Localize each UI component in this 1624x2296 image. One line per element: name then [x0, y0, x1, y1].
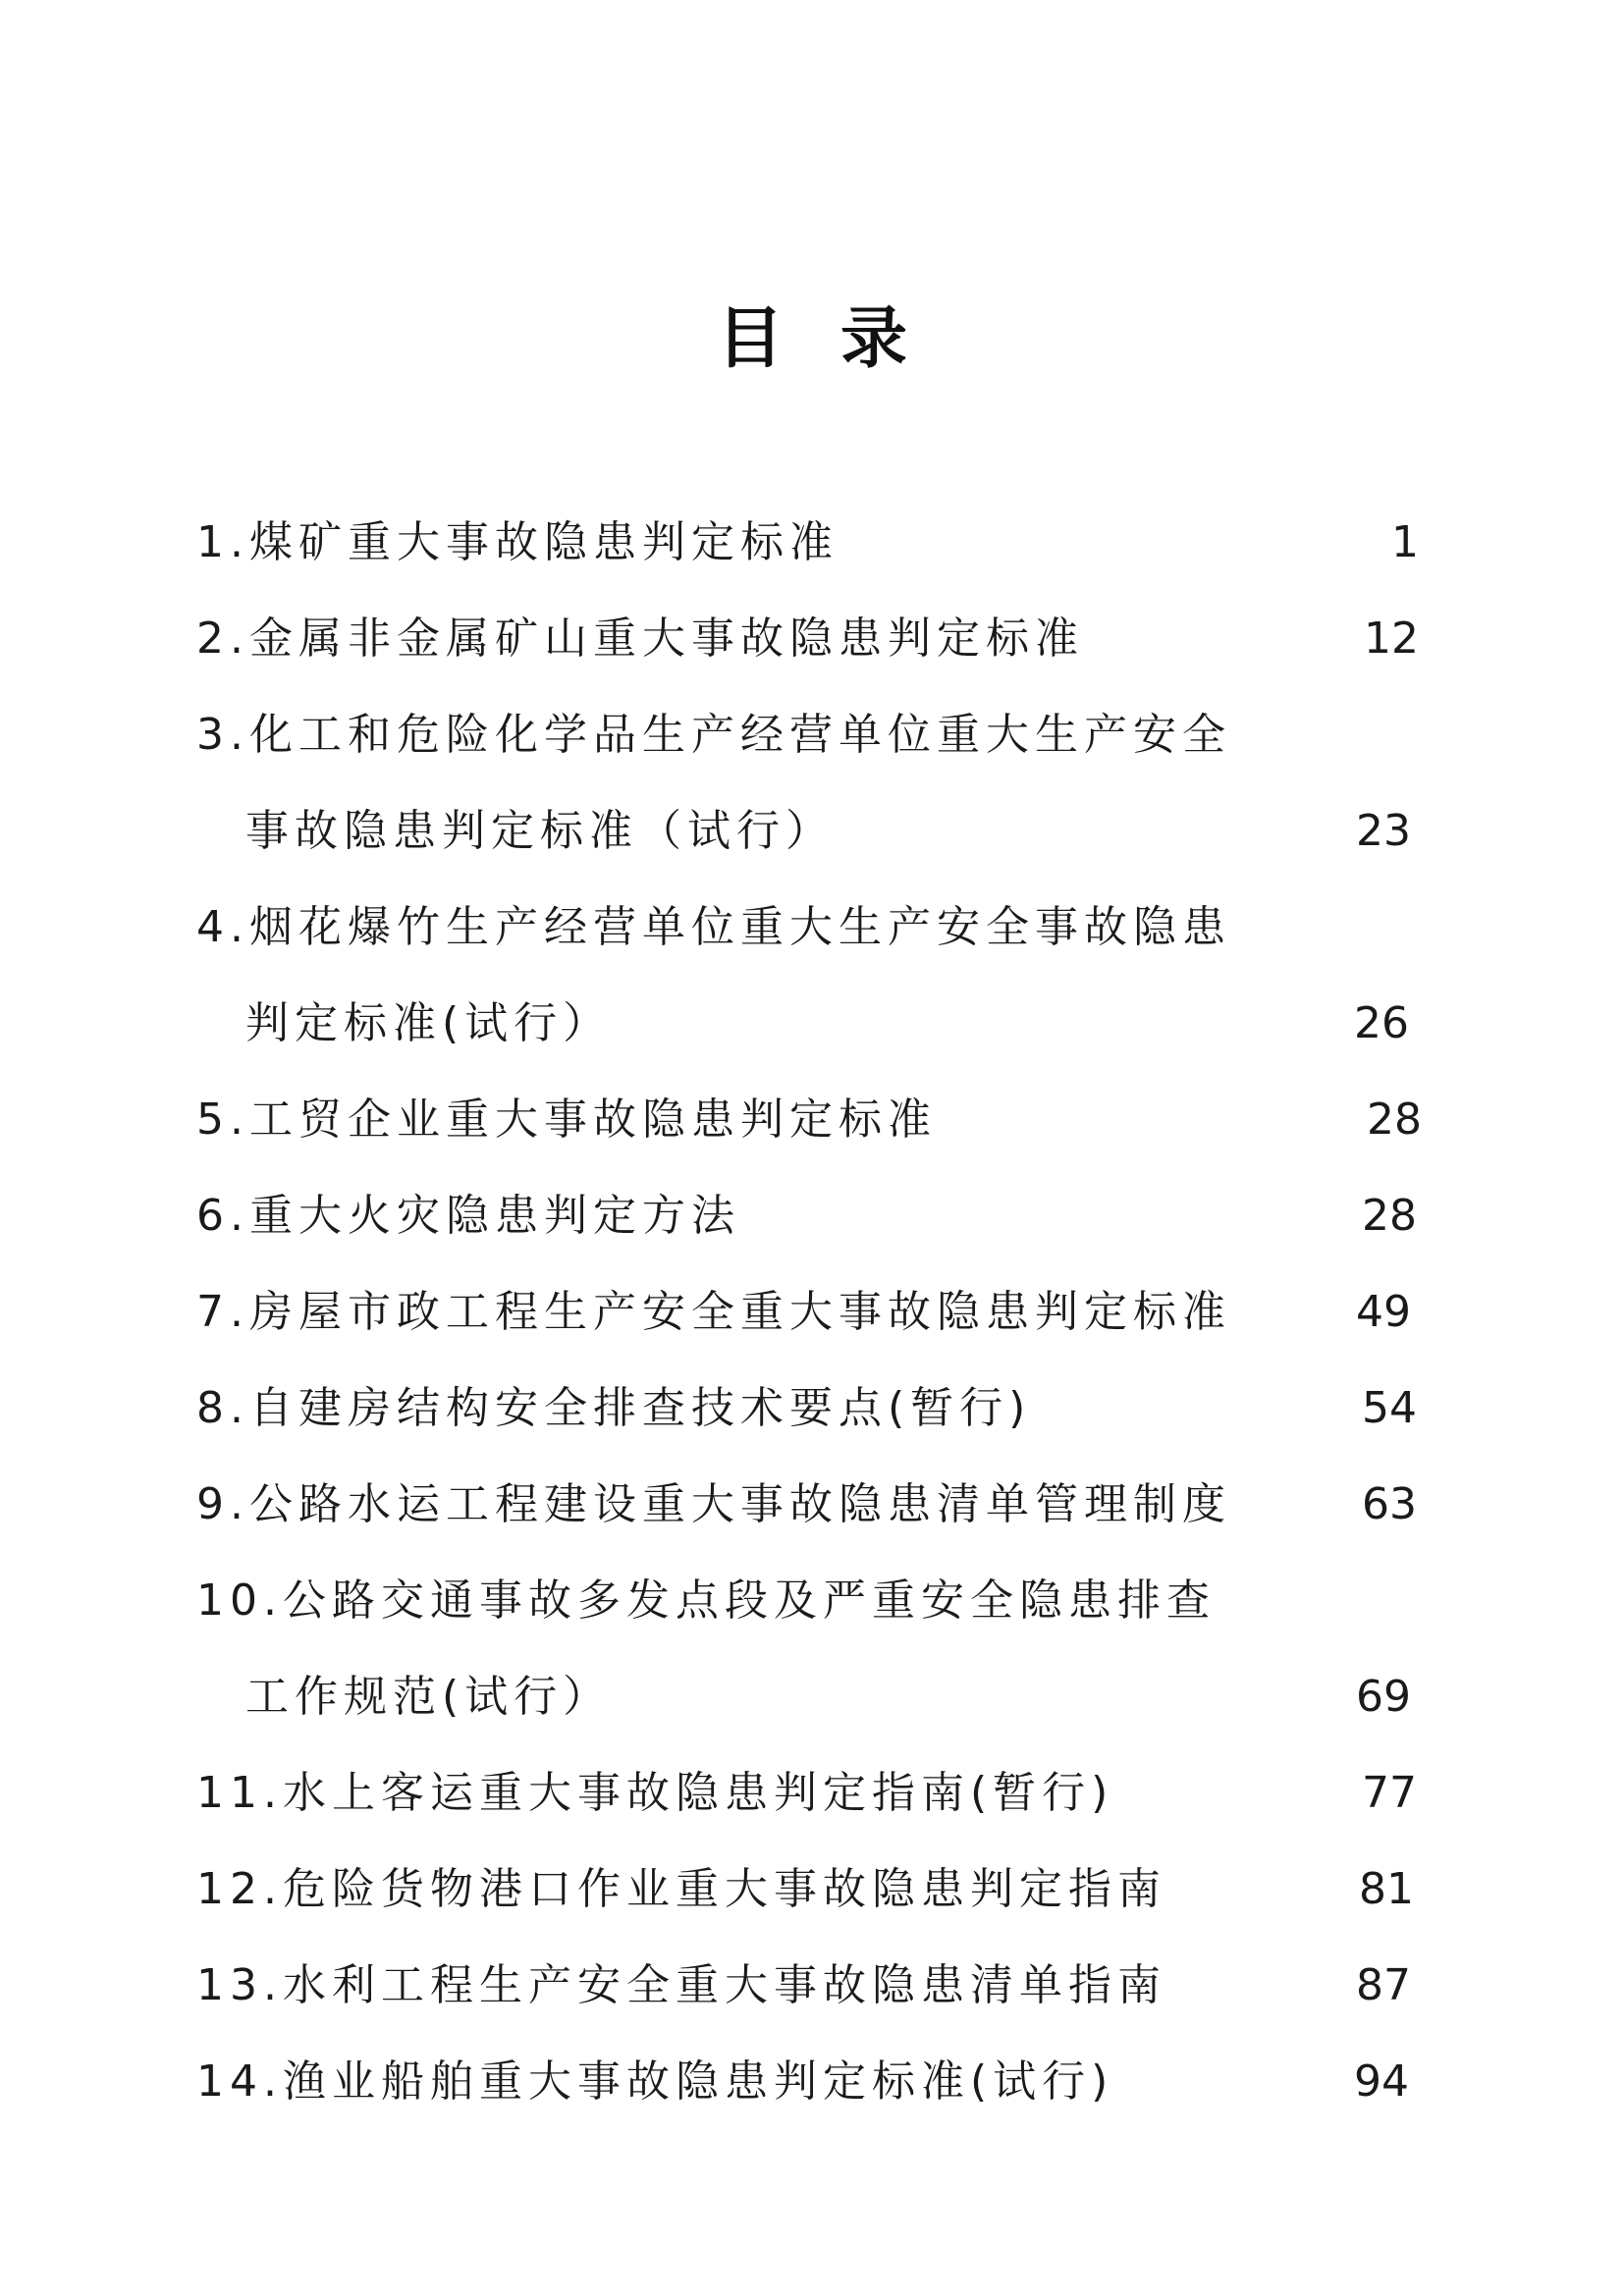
toc-entry-1-title[interactable]: 1.煤矿重大事故隐患判定标准 [196, 517, 839, 567]
toc-entry-9-page: 63 [1362, 1479, 1417, 1529]
toc-entry-13-title[interactable]: 13.水利工程生产安全重大事故隐患清单指南 [196, 1960, 1166, 2010]
toc-entry-14-title[interactable]: 14.渔业船舶重大事故隐患判定标准(试行) [196, 2056, 1114, 2107]
toc-entry-2-page: 12 [1364, 614, 1419, 664]
toc-entry-4-title-cont[interactable]: 判定标准(试行） [245, 998, 613, 1048]
toc-entry-5-title[interactable]: 5.工贸企业重大事故隐患判定标准 [196, 1095, 937, 1145]
page-title: 目录 [716, 299, 964, 378]
toc-entry-3-title-cont[interactable]: 事故隐患判定标准（试行） [245, 806, 835, 856]
toc-entry-8-page: 54 [1362, 1383, 1417, 1433]
toc-entry-5-page: 28 [1367, 1095, 1422, 1145]
toc-entry-10-title[interactable]: 10.公路交通事故多发点段及严重安全隐患排查 [196, 1575, 1216, 1626]
toc-entry-4-page: 26 [1354, 998, 1409, 1048]
toc-entry-7-page: 49 [1356, 1287, 1411, 1337]
toc-entry-11-title[interactable]: 11.水上客运重大事故隐患判定指南(暂行) [196, 1768, 1114, 1818]
toc-entry-2-title[interactable]: 2.金属非金属矿山重大事故隐患判定标准 [196, 614, 1084, 664]
toc-entry-3-page: 23 [1356, 806, 1411, 856]
toc-entry-6-page: 28 [1362, 1191, 1417, 1241]
toc-entry-12-title[interactable]: 12.危险货物港口作业重大事故隐患判定指南 [196, 1864, 1166, 1914]
toc-entry-6-title[interactable]: 6.重大火灾隐患判定方法 [196, 1191, 740, 1241]
toc-entry-14-page: 94 [1354, 2056, 1409, 2107]
toc-entry-9-title[interactable]: 9.公路水运工程建设重大事故隐患清单管理制度 [196, 1479, 1231, 1529]
toc-entry-7-title[interactable]: 7.房屋市政工程生产安全重大事故隐患判定标准 [196, 1287, 1231, 1337]
toc-entry-10-title-cont[interactable]: 工作规范(试行） [245, 1672, 613, 1722]
toc-entry-13-page: 87 [1356, 1960, 1411, 2010]
toc-entry-3-title[interactable]: 3.化工和危险化学品生产经营单位重大生产安全 [196, 710, 1231, 760]
toc-entry-11-page: 77 [1362, 1768, 1417, 1818]
toc-entry-1-page: 1 [1391, 517, 1419, 567]
toc-entry-12-page: 81 [1359, 1864, 1414, 1914]
toc-entry-8-title[interactable]: 8.自建房结构安全排查技术要点(暂行) [196, 1383, 1032, 1433]
toc-entry-4-title[interactable]: 4.烟花爆竹生产经营单位重大生产安全事故隐患 [196, 902, 1231, 952]
toc-entry-10-page: 69 [1356, 1672, 1411, 1722]
